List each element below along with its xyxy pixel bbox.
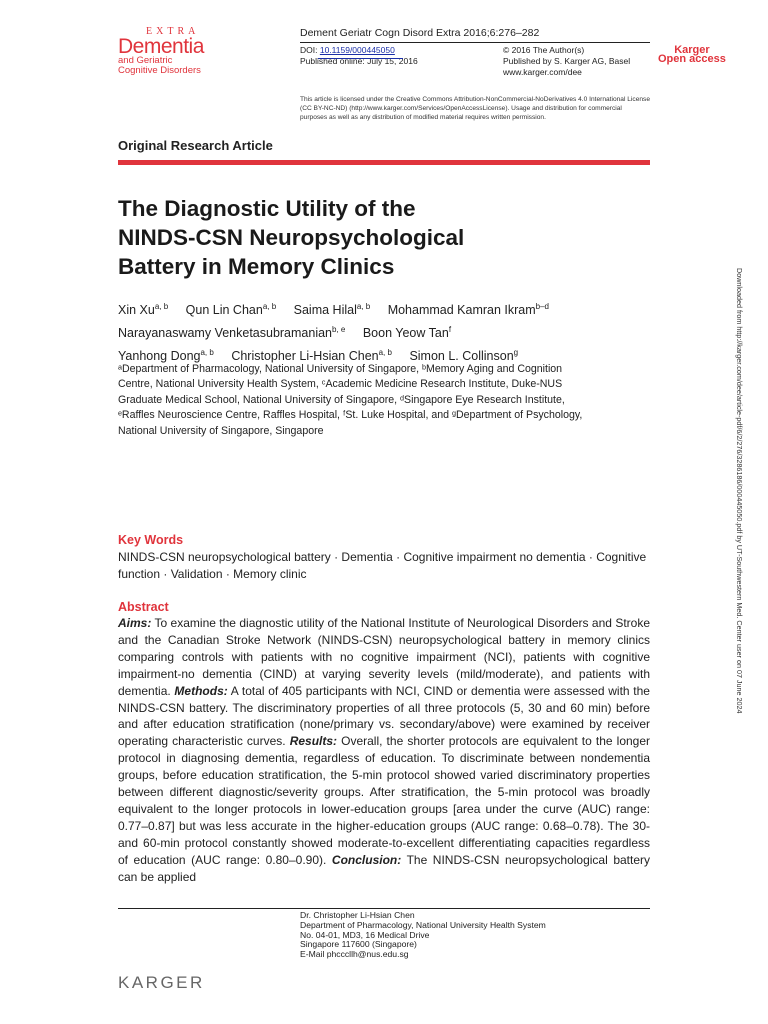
author-name: Boon Yeow Tan (362, 326, 449, 341)
correspondence-block (300, 911, 546, 960)
header-divider (300, 42, 650, 43)
author-affiliation-marker: g (513, 348, 519, 358)
author-name: Saima Hilal (293, 303, 357, 318)
correspondence-line: Department of Pharmacology, National University Health System (300, 919, 546, 930)
published-date: Published online: July 15, 2016 (300, 56, 418, 66)
author-name: Yanhong Dong (118, 349, 201, 364)
author-line (118, 320, 658, 343)
download-note: Downloaded from http://karger.com/dee/article-pdf/6/2/276/3286186/000445050.pdf by UT-Southwestern Med. Center user on 07 June 2024 (735, 268, 744, 714)
author-affiliation-marker: b, e (332, 325, 346, 335)
publisher-logo: KARGER (118, 973, 205, 992)
author-name: Qun Lin Chan (185, 303, 263, 318)
open-access-karger: Karger (674, 44, 710, 56)
article-title (118, 194, 638, 281)
author-affiliation-marker: a, b (200, 348, 214, 358)
logo-subtitle-2: Cognitive Disorders (118, 65, 201, 76)
journal-citation: Dement Geriatr Cogn Disord Extra 2016;6:276–282 (300, 27, 540, 39)
keywords: NINDS-CSN neuropsychological battery · Dementia · Cognitive impairment no dementia · Cognitive function · Validation · Memory clinic (118, 550, 647, 581)
doi-link[interactable]: 10.1159/000445050 (319, 45, 395, 55)
logo-extra: EXTRA (146, 26, 200, 37)
author-name: Xin Xu (118, 303, 155, 318)
correspondence-line: No. 04-01, MD3, 16 Medical Drive (300, 929, 430, 940)
karger-open-access-logo (658, 46, 726, 64)
author-affiliation-marker: a, b (154, 302, 169, 311)
title-line: Battery in Memory Clinics (118, 254, 395, 279)
abstract-body (118, 615, 650, 886)
author-name: Narayanaswamy Venketasubramanian (118, 326, 333, 341)
abstract-conclusion: The NINDS-CSN neuropsychological battery can be applied (118, 852, 650, 884)
author-affiliation-marker: f (448, 325, 452, 335)
abstract-methods-label: Methods: (174, 683, 228, 698)
abstract-aims: To examine the diagnostic utility of the National Institute of Neurological Disorders and Stroke and the Canadian Stroke Network (NINDS-CSN) neuropsychological battery in memory clinics comparing controls with patients with no cognitive impairment (NCI), patients with cognitive impairment-no dementia (CIND) at varying severity levels (mild/moderate), and patients with dementia. (118, 616, 650, 698)
author-line (118, 297, 658, 320)
author-affiliation-marker: a, b (356, 302, 371, 311)
doi-line (300, 45, 395, 56)
author-affiliation-marker: b–d (535, 302, 550, 311)
correspondence-line: Dr. Christopher Li-Hsian Chen (300, 910, 415, 920)
author-name: Christopher Li-Hsian Chen (231, 349, 379, 364)
copyright-text: © 2016 The Author(s) (503, 45, 585, 55)
journal-website[interactable]: www.karger.com/dee (503, 67, 582, 77)
abstract-aims-label: Aims: (118, 616, 152, 630)
logo-name: Dementia (118, 35, 204, 58)
publisher-line: Published by S. Karger AG, Basel (503, 56, 631, 66)
affiliations: ᵃDepartment of Pharmacology, National University of Singapore, ᵇMemory Aging and Cognition Centre, National University Health System, ᶜAcademic Medicine Research Institute, Duke-NUS Graduate Medical School, National University of Singapore, ᵈSingapore Eye Research Institute, ᵉRaffles Neuroscience Centre, Raffles Hospital, ᶠSt. Luke Hospital, and ᵍDepartment of Psychology, National University of Singapore, Singapore (118, 363, 583, 437)
author-affiliation-marker: a, b (262, 302, 277, 311)
correspondence-line: Singapore 117600 (Singapore) (300, 939, 417, 950)
title-line: The Diagnostic Utility of the (118, 196, 416, 221)
open-access-text: Open access (658, 53, 726, 65)
abstract-results-label: Results: (289, 734, 338, 749)
author-affiliation-marker: a, b (378, 348, 392, 358)
author-name: Mohammad Kamran Ikram (387, 303, 536, 318)
abstract-methods: A total of 405 participants with NCI, CIND or dementia were assessed with the NINDS-CSN battery. The discriminatory properties of all three protocols (5, 30 and 60 min) before and after education stratification (none/primary vs. secondary/above) were examined by receiver operating characteristic curves. (118, 683, 650, 749)
logo-subtitle-1: and Geriatric (118, 55, 173, 66)
article-type: Original Research Article (118, 138, 273, 153)
author-list (118, 297, 658, 366)
footer-divider (118, 908, 650, 909)
copyright-block (503, 45, 630, 78)
author-name: Simon L. Collinson (409, 349, 514, 364)
license-notice: This article is licensed under the Creative Commons Attribution-NonCommercial-NoDerivatives 4.0 International License (CC BY-NC-ND) (http://www.karger.com/Services/OpenAccessLicense). Usage and distribution for commercial purposes as well as any distribution of modified material requires written permission. (300, 96, 650, 121)
abstract-results: Overall, the shorter protocols are equivalent to the longer protocol in diagnosing dementia, regardless of education. To discriminate between nondementia groups, before education stratification, the 5-min protocol showed varied discriminatory properties between different diagnostic/severity groups. After stratification, the 5-min protocol was broadly equivalent to the longer protocols in lower-education groups [area under the curve (AUC) range: 0.77–0.87] but was less accurate in the higher-education groups (AUC range: 0.68–0.78). The 30- and 60-min protocol constantly showed moderate-to-excellent differentiating capacities regardless of education (AUC range: 0.80–0.90). (118, 734, 651, 867)
title-line: NINDS-CSN Neuropsychological (118, 225, 465, 250)
journal-logo (118, 26, 228, 76)
correspondence-email[interactable]: E-Mail phcccllh@nus.edu.sg (300, 949, 409, 960)
abstract-conclusion-label: Conclusion: (331, 852, 402, 867)
red-divider-bar (118, 160, 650, 165)
abstract-heading: Abstract (118, 600, 169, 614)
doi-label: DOI: (300, 45, 320, 55)
highlight-line (318, 58, 403, 59)
keywords-heading: Key Words (118, 533, 184, 547)
